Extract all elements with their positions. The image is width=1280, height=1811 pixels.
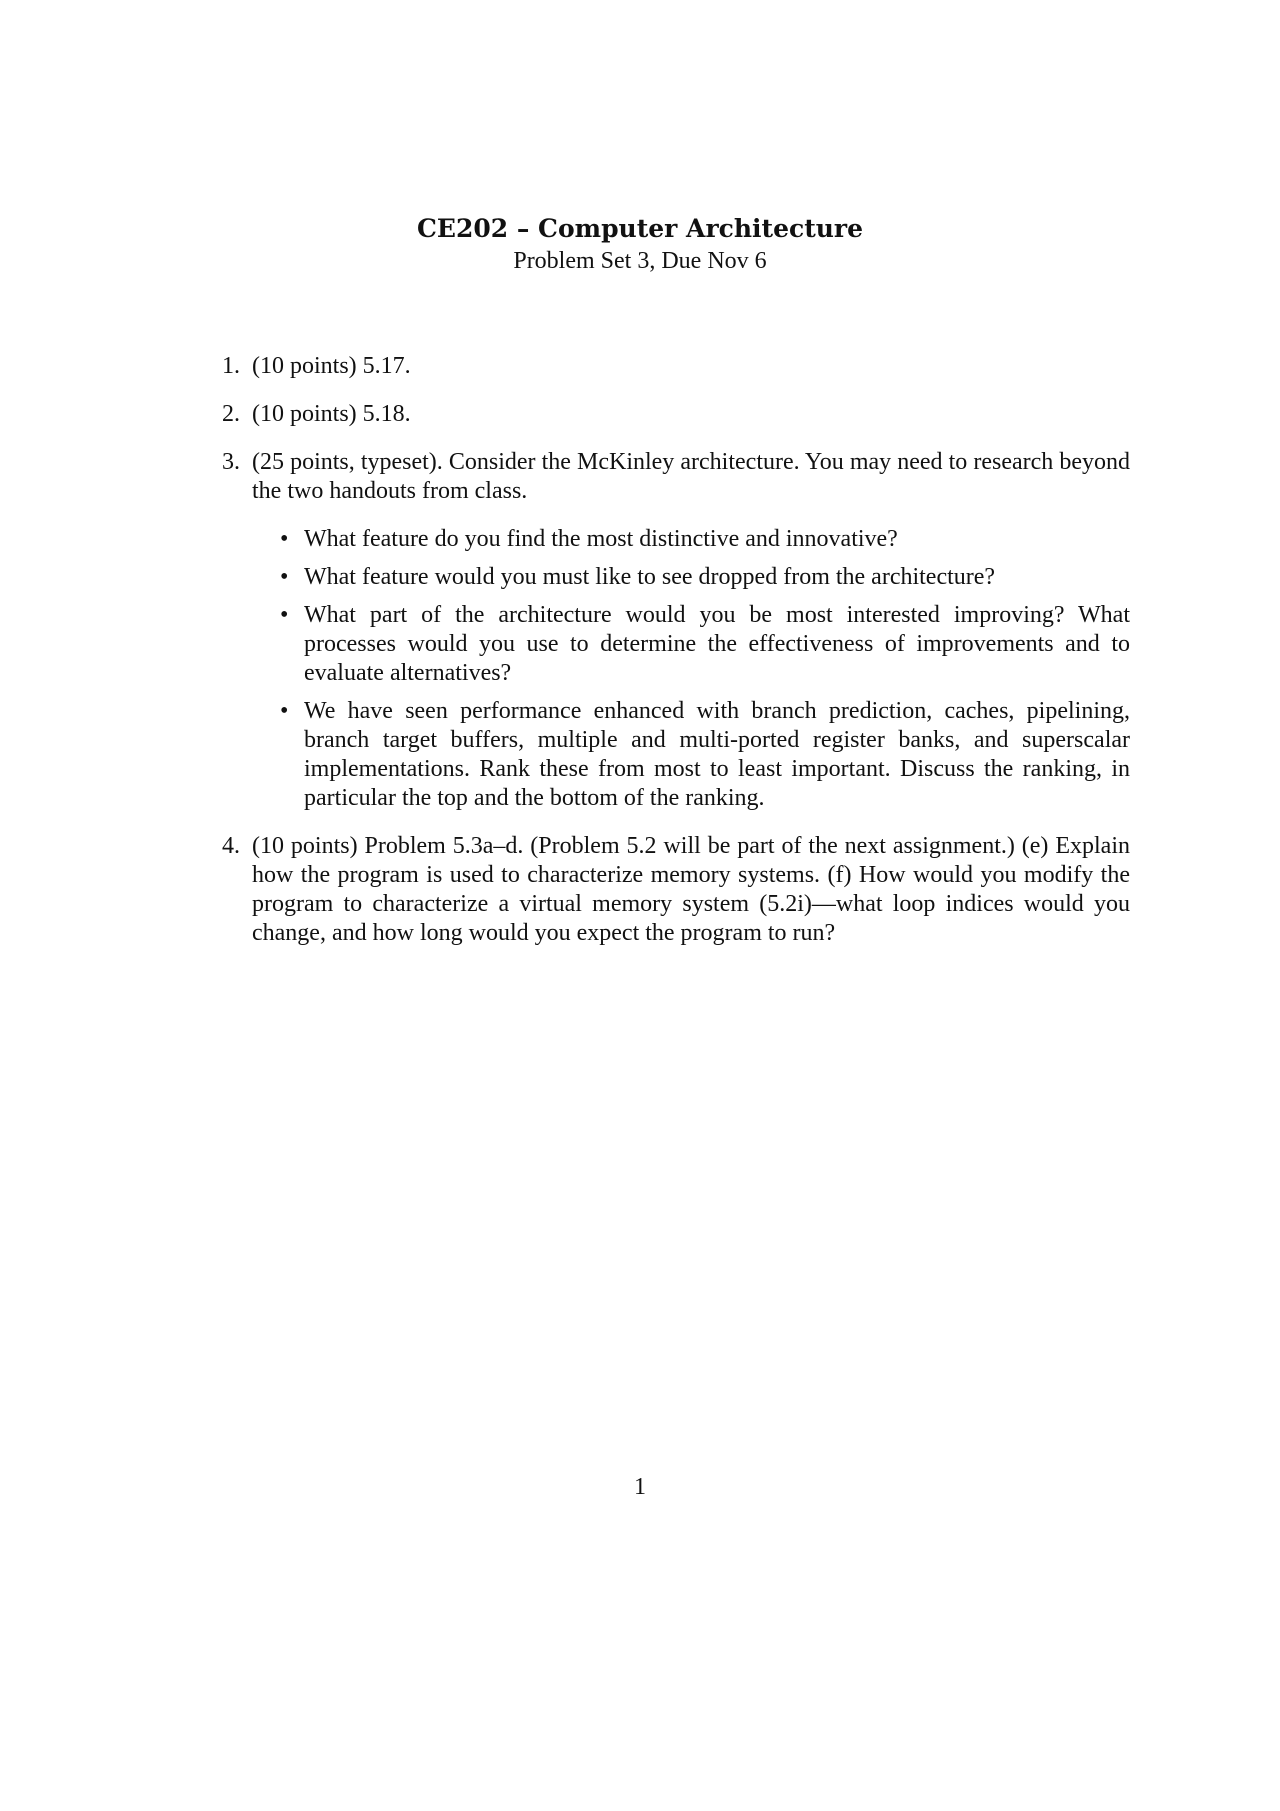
problem-number: 2. [222,401,240,427]
problem-text: (10 points) Problem 5.3a–d. (Problem 5.2 will be part of the next assignment.) (e) Explain how the program is used to characterize memory systems. (f) How would you modify the program to characterize a virtual memory system (5.2i)—what loop indices would you change, and how long would you expect the program to run? [252,833,1130,946]
problem-item-2 [222,400,1130,429]
problem-item-1 [222,352,1130,381]
problem-number: 3. [222,449,240,475]
bullet-text: We have seen performance enhanced with branch prediction, caches, pipelining, branch target buffers, multiple and multi-ported register banks, and superscalar implementations. Rank these from most to least important. Discuss the ranking, in particular the top and the bottom of the ranking. [304,698,1130,811]
problem-number: 4. [222,833,240,859]
problem-item-3 [222,448,1130,813]
bullet-icon: • [280,564,289,590]
bullet-text: What feature would you must like to see dropped from the architecture? [304,564,996,590]
problem-item-4 [222,832,1130,948]
problem-text: (10 points) 5.17. [252,353,411,379]
document-header [0,212,1280,276]
bullet-item [280,563,1130,592]
bullet-icon: • [280,526,289,552]
problem-text: (10 points) 5.18. [252,401,411,427]
problem-list [222,352,1130,967]
bullet-item [280,525,1130,554]
bullet-icon: • [280,602,289,628]
document-title: CE202 – Computer Architecture [417,214,863,243]
bullet-item [280,697,1130,813]
question-bullet-list [252,525,1130,813]
document-subtitle: Problem Set 3, Due Nov 6 [513,248,767,274]
problem-text: (25 points, typeset). Consider the McKinley architecture. You may need to research beyond the two handouts from class. [252,449,1130,504]
bullet-item [280,601,1130,688]
page-number: 1 [634,1474,646,1500]
bullet-icon: • [280,698,289,724]
bullet-text: What feature do you find the most distinctive and innovative? [304,526,898,552]
problem-number: 1. [222,353,240,379]
bullet-text: What part of the architecture would you be most interested improving? What processes would you use to determine the effectiveness of improvements and to evaluate alternatives? [304,602,1130,686]
